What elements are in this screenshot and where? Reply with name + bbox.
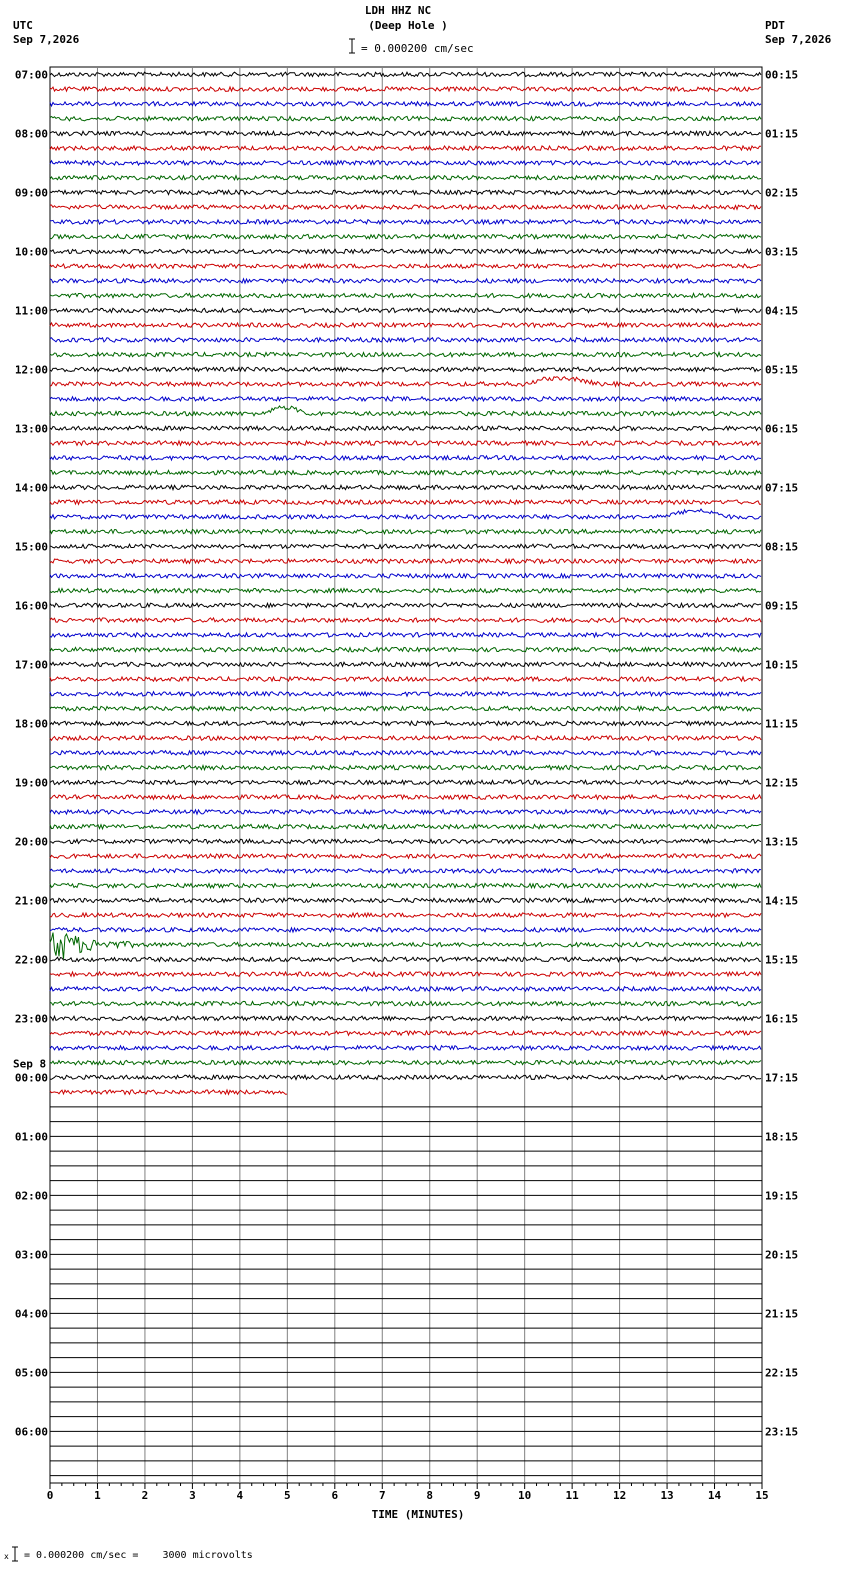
pdt-hour-label: 02:15 [765,186,799,200]
pdt-hour-label: 07:15 [765,481,799,495]
seismic-trace [50,377,761,387]
utc-hour-label: 09:00 [14,186,48,200]
x-tick-label: 11 [565,1489,579,1502]
pdt-hour-label: 06:15 [765,422,799,436]
seismic-trace [50,249,761,253]
utc-hour-label: 20:00 [14,835,48,849]
seismic-trace [50,795,761,799]
seismic-trace [50,102,761,106]
seismic-trace [50,928,761,932]
seismic-trace [50,987,761,991]
seismic-trace [50,647,761,651]
x-tick-label: 14 [707,1489,722,1502]
seismic-trace [50,509,761,519]
seismic-trace [50,205,761,209]
x-axis-title: TIME (MINUTES) [371,1508,465,1521]
pdt-hour-label: 18:15 [765,1130,799,1144]
seismic-trace [50,810,761,814]
x-tick-label: 12 [612,1489,627,1502]
utc-hour-label: 06:00 [14,1425,48,1439]
seismic-trace [50,1001,761,1005]
utc-hour-label: 01:00 [14,1130,48,1144]
seismic-trace [50,1060,761,1064]
seismic-trace [50,736,761,740]
pdt-hour-label: 08:15 [765,540,799,554]
x-tick-label: 9 [473,1489,481,1502]
utc-hour-label: 00:00 [14,1071,48,1085]
footer-scale-text: = 0.000200 cm/sec = 3000 microvolts [24,1550,253,1561]
utc-hour-label: 18:00 [14,717,48,731]
scale-label: = 0.000200 cm/sec [361,42,474,55]
seismic-trace [50,839,761,843]
pdt-hour-label: 11:15 [765,717,799,731]
utc-hour-label: 11:00 [14,304,48,318]
seismic-trace [50,220,761,224]
seismic-trace [50,146,761,150]
seismic-trace [50,559,761,563]
seismic-trace [50,279,761,283]
left-timezone: UTC [13,19,33,32]
pdt-hour-label: 16:15 [765,1012,799,1026]
seismic-trace [50,116,761,120]
x-tick-label: 8 [426,1489,434,1502]
utc-hour-label: 22:00 [14,953,48,967]
x-tick-label: 15 [755,1489,769,1502]
pdt-hour-label: 15:15 [765,953,799,967]
x-tick-label: 13 [660,1489,674,1502]
seismic-trace [50,588,761,592]
seismic-trace [50,957,761,961]
seismic-trace [50,456,761,460]
seismic-trace [50,898,761,902]
seismic-trace [50,161,761,165]
pdt-hour-label: 13:15 [765,835,799,849]
pdt-hour-label: 20:15 [765,1248,799,1262]
pdt-hour-label: 17:15 [765,1071,799,1085]
seismic-trace [50,544,761,548]
seismic-trace [50,367,761,371]
utc-hour-label: 10:00 [14,245,48,259]
seismic-trace [50,293,761,297]
seismic-trace [50,692,761,696]
seismic-trace [50,824,761,828]
utc-hour-label: 08:00 [14,127,48,141]
pdt-hour-label: 00:15 [765,68,799,82]
utc-hour-label: 03:00 [14,1248,48,1262]
seismic-trace [50,397,761,401]
right-timezone: PDT [765,19,785,32]
x-tick-label: 7 [378,1489,386,1502]
x-tick-label: 10 [518,1489,532,1502]
seismic-trace [50,869,761,873]
seismic-trace [50,721,761,725]
pdt-hour-label: 10:15 [765,658,799,672]
x-tick-label: 1 [94,1489,101,1502]
seismic-trace [50,633,761,637]
seismic-trace [50,426,761,430]
pdt-hour-label: 23:15 [765,1425,799,1439]
seismic-trace [50,406,761,416]
seismic-trace [50,751,761,755]
seismic-trace [50,913,761,917]
seismic-trace [50,87,761,91]
utc-hour-label: 23:00 [14,1012,48,1026]
x-tick-label: 6 [331,1489,339,1502]
seismic-trace [50,485,761,489]
seismic-trace [50,603,761,607]
footer-scale-icon [4,1545,20,1563]
seismic-trace [50,234,761,238]
seismic-trace [50,933,761,959]
x-tick-label: 5 [284,1489,291,1502]
seismic-trace [50,780,761,784]
seismic-trace [50,264,761,268]
seismic-trace [50,1075,761,1079]
pdt-hour-label: 22:15 [765,1366,799,1380]
seismic-trace [50,72,761,76]
pdt-hour-label: 12:15 [765,776,799,790]
pdt-hour-label: 09:15 [765,599,799,613]
seismic-trace [50,1090,287,1094]
svg-text:x: x [4,1552,9,1561]
utc-hour-label: 14:00 [14,481,48,495]
pdt-hour-label: 14:15 [765,894,799,908]
utc-hour-label: 17:00 [14,658,48,672]
utc-hour-label: 07:00 [14,68,48,82]
utc-hour-label: 15:00 [14,540,48,554]
seismic-trace [50,131,761,135]
seismic-trace [50,308,761,312]
seismic-trace [50,470,761,474]
seismic-trace [50,500,761,504]
seismic-trace [50,618,761,622]
seismic-trace [50,662,761,666]
seismic-trace [50,883,761,887]
pdt-hour-label: 01:15 [765,127,799,141]
seismic-trace [50,352,761,356]
seismic-trace [50,972,761,976]
left-date: Sep 7,2026 [13,33,80,46]
utc-hour-label: 05:00 [14,1366,48,1380]
date-change-label: Sep 8 [13,1057,47,1071]
station-title: LDH HHZ NC [364,4,432,17]
seismic-trace [50,677,761,681]
utc-hour-label: 02:00 [14,1189,48,1203]
utc-hour-label: 16:00 [14,599,48,613]
x-tick-label: 3 [189,1489,196,1502]
seismic-trace [50,1046,761,1050]
seismic-trace [50,190,761,194]
seismic-trace [50,765,761,769]
x-tick-label: 2 [141,1489,149,1502]
x-tick-label: 4 [236,1489,244,1502]
utc-hour-label: 13:00 [14,422,48,436]
right-date: Sep 7,2026 [765,33,832,46]
seismic-trace [50,706,761,710]
pdt-hour-label: 19:15 [765,1189,799,1203]
station-location: (Deep Hole ) [368,19,448,32]
seismic-trace [50,574,761,578]
utc-hour-label: 04:00 [14,1307,48,1321]
utc-hour-label: 12:00 [14,363,48,377]
seismic-trace [50,323,761,327]
seismic-trace [50,175,761,179]
x-tick-label: 0 [46,1489,54,1502]
seismic-trace [50,1031,761,1035]
pdt-hour-label: 04:15 [765,304,799,318]
seismic-trace [50,1016,761,1020]
seismic-trace [50,441,761,445]
pdt-hour-label: 21:15 [765,1307,799,1321]
seismic-trace [50,529,761,533]
pdt-hour-label: 03:15 [765,245,799,259]
utc-hour-label: 19:00 [14,776,48,790]
pdt-hour-label: 05:15 [765,363,799,377]
seismic-trace [50,854,761,858]
seismic-trace [50,338,761,342]
utc-hour-label: 21:00 [14,894,48,908]
